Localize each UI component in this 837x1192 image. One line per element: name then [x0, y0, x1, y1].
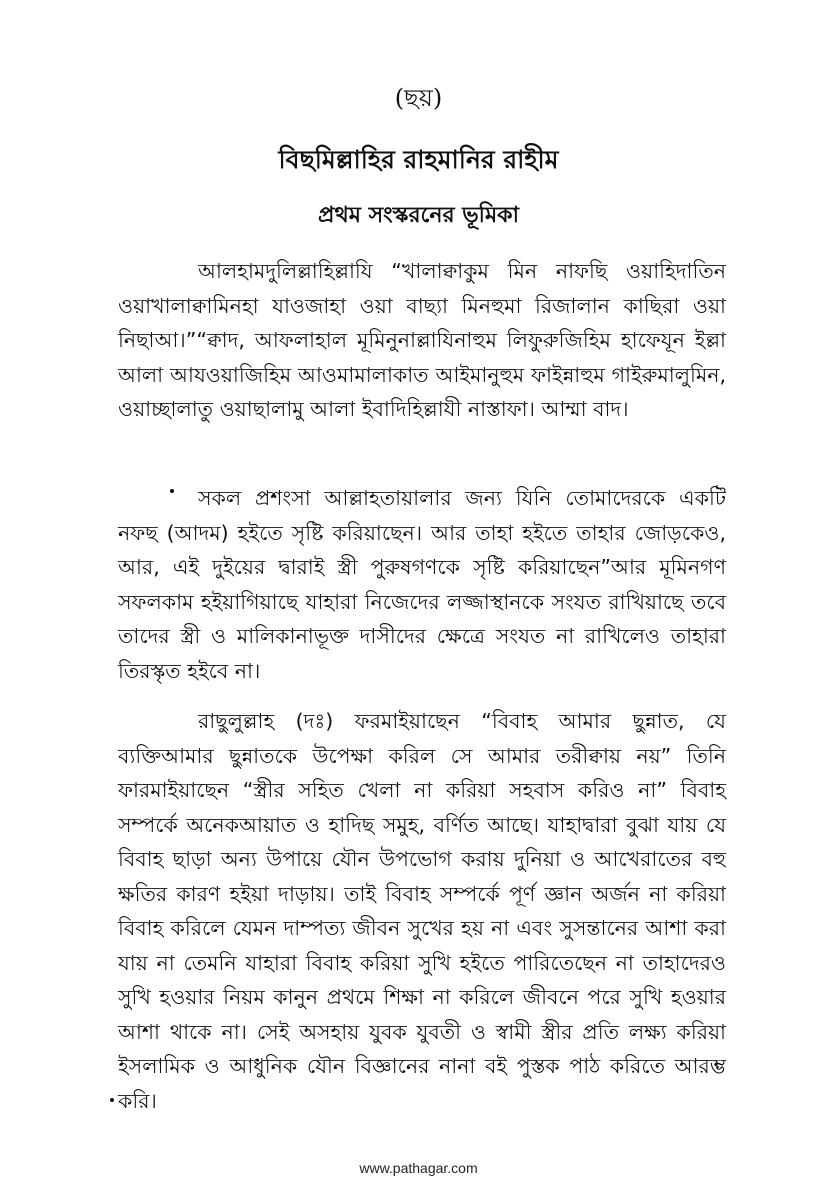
body-paragraph-3	[118, 704, 726, 1118]
paragraph-text: সকল প্রশংসা আল্লাহতায়ালার জন্য যিনি তোমাদেরকে একটি নফছ (আদম) হইতে সৃষ্টি করিয়াছেন। আর তাহা হইতে তাহার জোড়কেও, আর, এই দুইয়ের দ্বারাই স্ত্রী পুরুষগণকে সৃষ্টি করিয়াছেন”আর মূমিনগণ সফলকাম হইয়াগিয়াছে যাহারা নিজেদের লজ্জাস্থানকে সংযত রাখিয়াছে তবে তাদের স্ত্রী ও মালিকানাভূক্ত দাসীদের ক্ষেত্রে সংযত না রাখিলেও তাহারা তিরস্কৃত হইবে না।	[118, 486, 726, 683]
basmala-heading: বিছমিল্লাহির রাহমানির রাহীম	[278, 145, 559, 174]
body-paragraph-1	[118, 254, 726, 427]
paragraph-text: রাছুলুল্লাহ (দঃ) ফরমাইয়াছেন “বিবাহ আমার ছুন্নাত, যে ব্যক্তিআমার ছুন্নাতকে উপেক্ষা করিল সে আমার তরীক্বায় নয়” তিনি ফারমাইয়াছেন “স্ত্রীর সহিত খেলা না করিয়া সহবাস করিও না” বিবাহ সম্পর্কে অনেকআয়াত ও হাদিছ সমুহ, বর্ণিত আছে। যাহাদ্বারা বুঝা যায় যে বিবাহ ছাড়া অন্য উপায়ে যৌন উপভোগ করায় দুনিয়া ও আখেরাতের বহু ক্ষতির কারণ হইয়া দাড়ায়। তাই বিবাহ সম্পর্কে পূর্ণ জ্ঞান অর্জন না করিয়া বিবাহ করিলে যেমন দাম্পত্য জীবন সুখের হয় না এবং সুসন্তানের আশা করা যায় না তেমনি যাহারা বিবাহ করিয়া সুখি হইতে পারিতেছেন না তাহাদেরও সুখি হওয়ার নিয়ম কানুন প্রথমে শিক্ষা না করিলে জীবনে পরে সুখি হওয়ার আশা থাকে না। সেই অসহায় যুবক যুবতী ও স্বামী স্ত্রীর প্রতি লক্ষ্য করিয়া ইসলামিক ও আধুনিক যৌন বিজ্ঞানের নানা বই পুস্তক পাঠ করিতে আরম্ভ করি।	[118, 709, 726, 1113]
body-paragraph-2	[118, 481, 726, 688]
stray-dot-mark	[110, 1098, 114, 1102]
footer-url: www.pathagar.com	[359, 1160, 478, 1176]
paragraph-text: আলহামদুলিল্লাহিল্লাযি “খালাক্বাকুম মিন নাফছি ওয়াহিদাতিন ওয়াখালাক্বামিনহা যাওজাহা ওয়া বাছ্যা মিনহুমা রিজালান কাছিরা ওয়া নিছাআ।”“ক্বাদ, আফলাহাল মূমিনুনাল্লাযিনাহুম লিফুরুজিহিম হাফেযূন ইল্লা আলা আযওয়াজিহিম আওমামালাকাত আইমানুহুম ফাইন্নাহুম গাইরুমালুমিন, ওয়াচ্ছালাতু ওয়াছালামু আলা ইবাদিহিল্লাযী নাস্তাফা। আম্মা বাদ।	[118, 259, 726, 421]
page-number: (ছয়)	[394, 84, 443, 112]
section-heading: প্রথম সংস্করনের ভূমিকা	[318, 203, 519, 228]
